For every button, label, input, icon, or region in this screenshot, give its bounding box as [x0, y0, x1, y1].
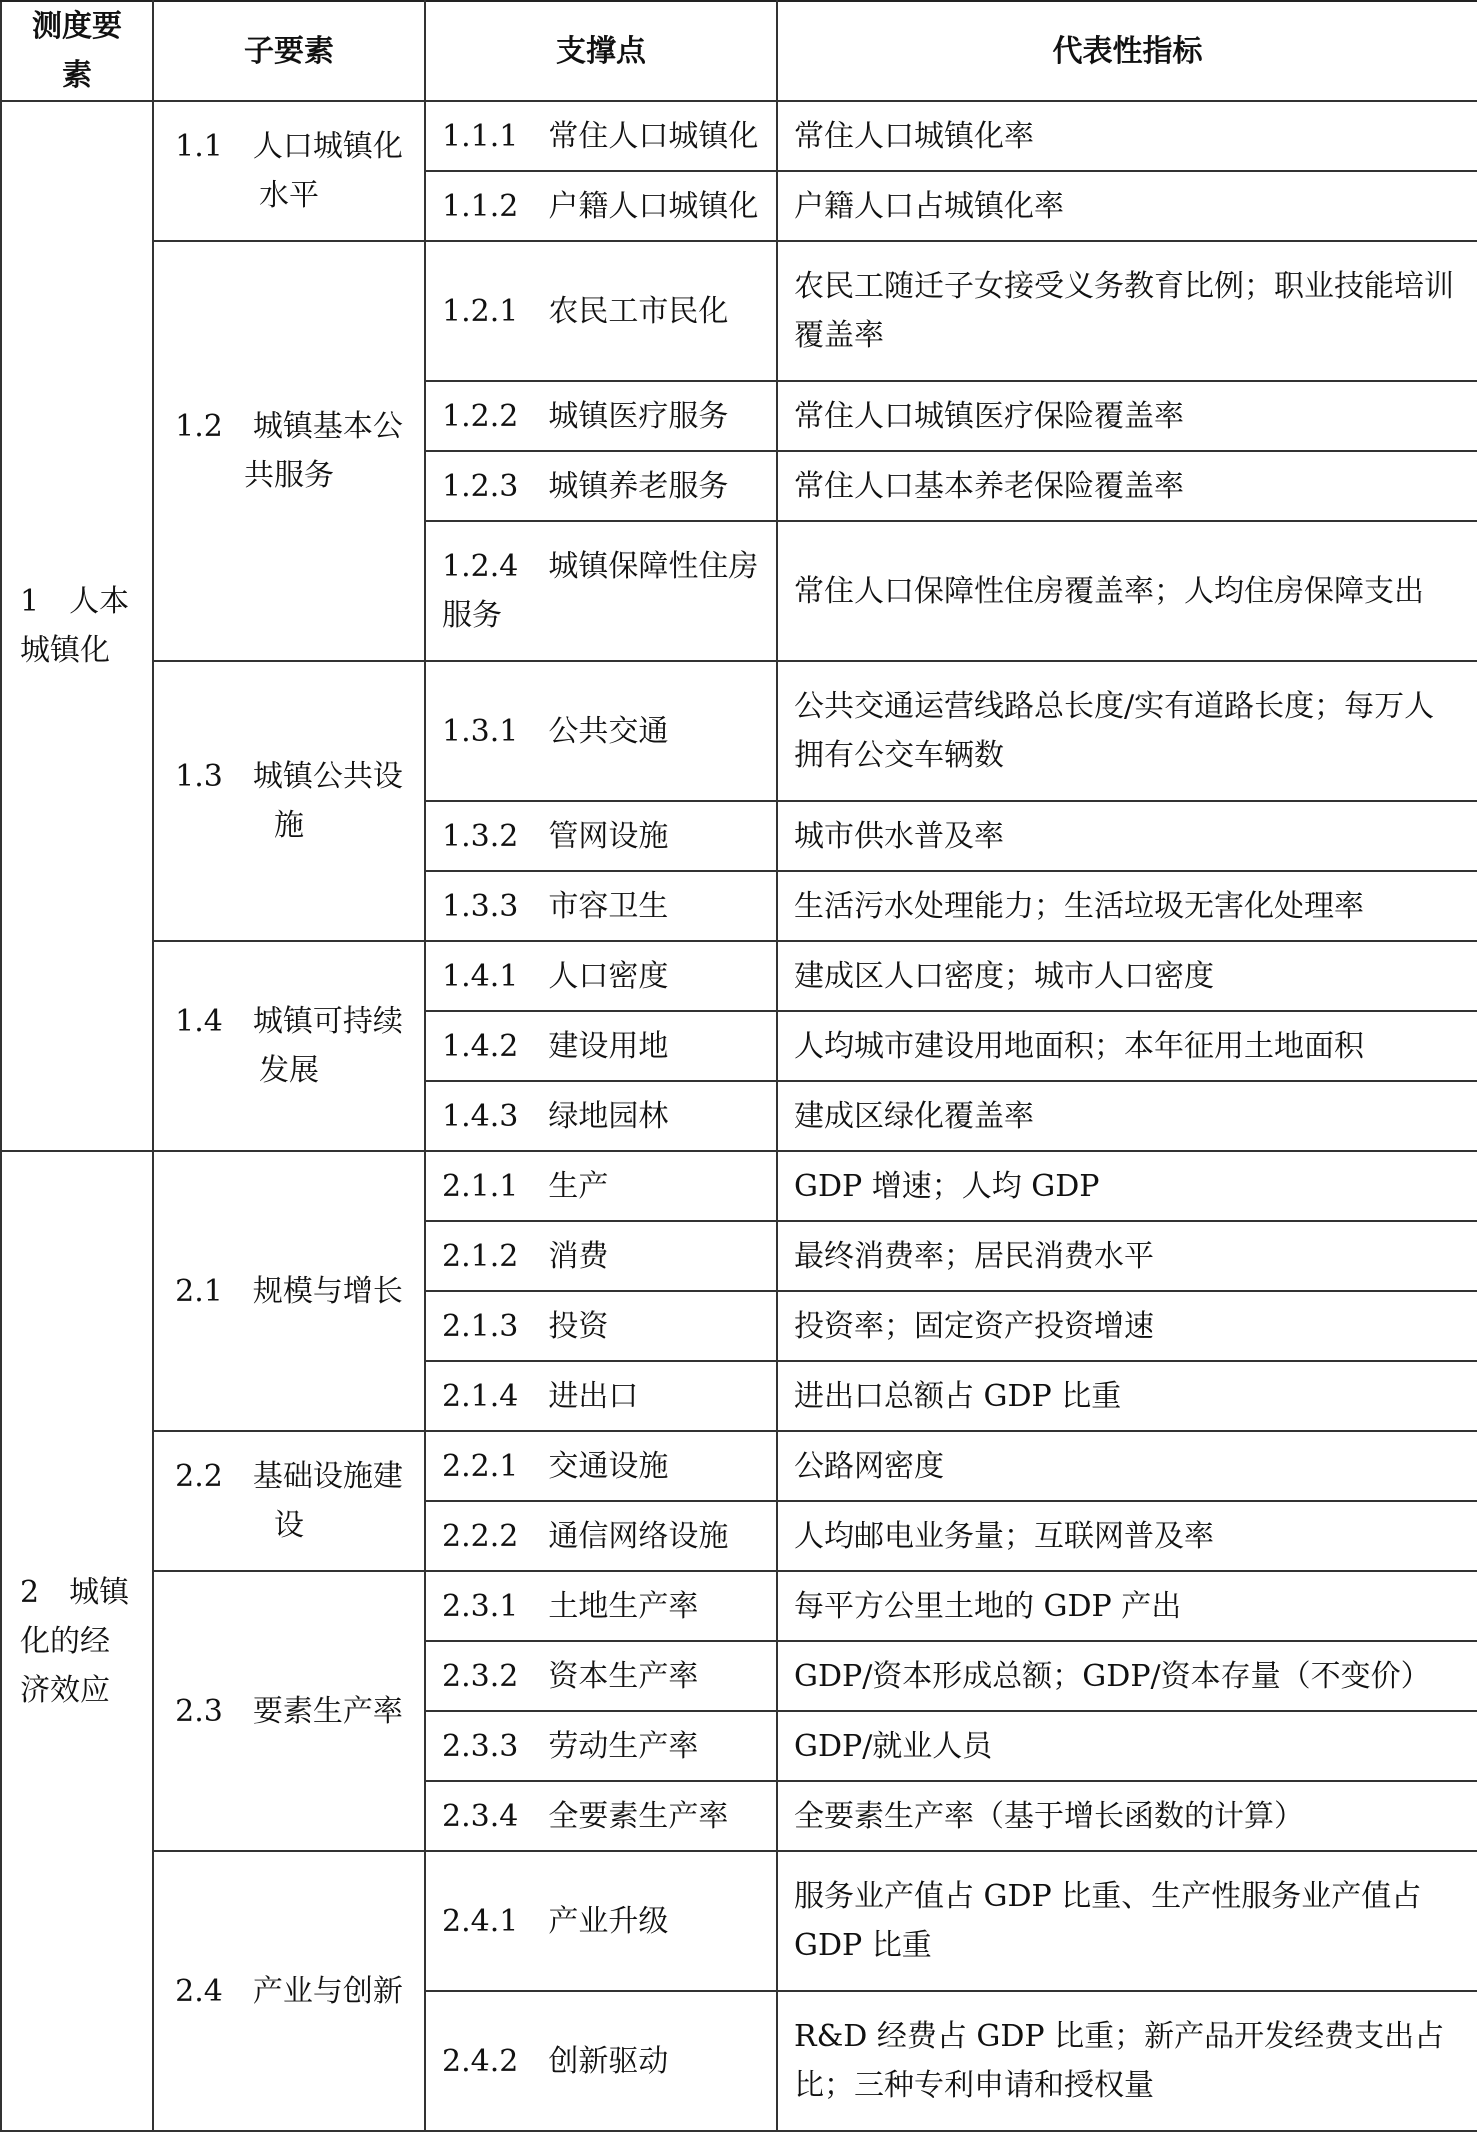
support-point-cell: 1.2.3 城镇养老服务 [425, 451, 777, 521]
support-point-cell: 1.1.2 户籍人口城镇化 [425, 171, 777, 241]
indicator-cell: 人均邮电业务量；互联网普及率 [777, 1501, 1477, 1571]
support-point-cell: 2.3.3 劳动生产率 [425, 1711, 777, 1781]
support-point-cell: 1.2.1 农民工市民化 [425, 241, 777, 381]
indicator-cell: 常住人口基本养老保险覆盖率 [777, 451, 1477, 521]
support-point-cell: 1.1.1 常住人口城镇化 [425, 101, 777, 171]
indicator-cell: 常住人口保障性住房覆盖率；人均住房保障支出 [777, 521, 1477, 661]
sub-element-cell: 1.1 人口城镇化水平 [153, 101, 425, 241]
support-point-cell: 1.4.1 人口密度 [425, 941, 777, 1011]
table-row [1, 241, 1477, 381]
header-indicator: 代表性指标 [777, 1, 1477, 101]
table-header-row [1, 1, 1477, 101]
header-support-point: 支撑点 [425, 1, 777, 101]
indicator-cell: 全要素生产率（基于增长函数的计算） [777, 1781, 1477, 1851]
support-point-cell: 2.1.4 进出口 [425, 1361, 777, 1431]
indicator-cell: 城市供水普及率 [777, 801, 1477, 871]
indicator-cell: 户籍人口占城镇化率 [777, 171, 1477, 241]
table-row [1, 1571, 1477, 1641]
indicator-cell: 常住人口城镇医疗保险覆盖率 [777, 381, 1477, 451]
sub-element-cell: 2.2 基础设施建设 [153, 1431, 425, 1571]
element-cell: 1 人本城镇化 [1, 101, 153, 1151]
indicator-cell: 服务业产值占 GDP 比重、生产性服务业产值占 GDP 比重 [777, 1851, 1477, 1991]
support-point-cell: 2.3.2 资本生产率 [425, 1641, 777, 1711]
table-row [1, 661, 1477, 801]
indicator-cell: 公路网密度 [777, 1431, 1477, 1501]
sub-element-cell: 2.1 规模与增长 [153, 1151, 425, 1431]
table-row [1, 1431, 1477, 1501]
indicator-cell: 建成区绿化覆盖率 [777, 1081, 1477, 1151]
support-point-cell: 1.4.2 建设用地 [425, 1011, 777, 1081]
sub-element-cell: 1.3 城镇公共设施 [153, 661, 425, 941]
support-point-cell: 2.4.2 创新驱动 [425, 1991, 777, 2131]
indicator-cell: GDP 增速；人均 GDP [777, 1151, 1477, 1221]
support-point-cell: 2.1.2 消费 [425, 1221, 777, 1291]
support-point-cell: 2.2.2 通信网络设施 [425, 1501, 777, 1571]
support-point-cell: 1.3.1 公共交通 [425, 661, 777, 801]
indicator-cell: 建成区人口密度；城市人口密度 [777, 941, 1477, 1011]
sub-element-cell: 2.4 产业与创新 [153, 1851, 425, 2131]
header-sub-element: 子要素 [153, 1, 425, 101]
indicator-cell: 公共交通运营线路总长度/实有道路长度；每万人拥有公交车辆数 [777, 661, 1477, 801]
support-point-cell: 1.2.2 城镇医疗服务 [425, 381, 777, 451]
support-point-cell: 2.1.1 生产 [425, 1151, 777, 1221]
table-row [1, 101, 1477, 171]
sub-element-cell: 2.3 要素生产率 [153, 1571, 425, 1851]
header-element: 测度要素 [1, 1, 153, 101]
indicator-cell: 农民工随迁子女接受义务教育比例；职业技能培训覆盖率 [777, 241, 1477, 381]
indicator-cell: 每平方公里土地的 GDP 产出 [777, 1571, 1477, 1641]
indicator-cell: 投资率；固定资产投资增速 [777, 1291, 1477, 1361]
support-point-cell: 2.3.4 全要素生产率 [425, 1781, 777, 1851]
indicator-cell: 进出口总额占 GDP 比重 [777, 1361, 1477, 1431]
indicator-cell: 人均城市建设用地面积；本年征用土地面积 [777, 1011, 1477, 1081]
indicator-cell: 常住人口城镇化率 [777, 101, 1477, 171]
table-row [1, 941, 1477, 1011]
support-point-cell: 2.1.3 投资 [425, 1291, 777, 1361]
indicator-cell: 生活污水处理能力；生活垃圾无害化处理率 [777, 871, 1477, 941]
support-point-cell: 2.4.1 产业升级 [425, 1851, 777, 1991]
support-point-cell: 1.4.3 绿地园林 [425, 1081, 777, 1151]
indicator-cell: GDP/就业人员 [777, 1711, 1477, 1781]
support-point-cell: 2.2.1 交通设施 [425, 1431, 777, 1501]
table-row [1, 1851, 1477, 1991]
sub-element-cell: 1.4 城镇可持续发展 [153, 941, 425, 1151]
support-point-cell: 1.3.3 市容卫生 [425, 871, 777, 941]
indicator-cell: R&D 经费占 GDP 比重；新产品开发经费支出占比；三种专利申请和授权量 [777, 1991, 1477, 2131]
support-point-cell: 1.3.2 管网设施 [425, 801, 777, 871]
indicator-cell: GDP/资本形成总额；GDP/资本存量（不变价） [777, 1641, 1477, 1711]
indicator-cell: 最终消费率；居民消费水平 [777, 1221, 1477, 1291]
support-point-cell: 2.3.1 土地生产率 [425, 1571, 777, 1641]
table-row [1, 1151, 1477, 1221]
sub-element-cell: 1.2 城镇基本公共服务 [153, 241, 425, 661]
element-cell: 2 城镇化的经济效应 [1, 1151, 153, 2131]
support-point-cell: 1.2.4 城镇保障性住房服务 [425, 521, 777, 661]
